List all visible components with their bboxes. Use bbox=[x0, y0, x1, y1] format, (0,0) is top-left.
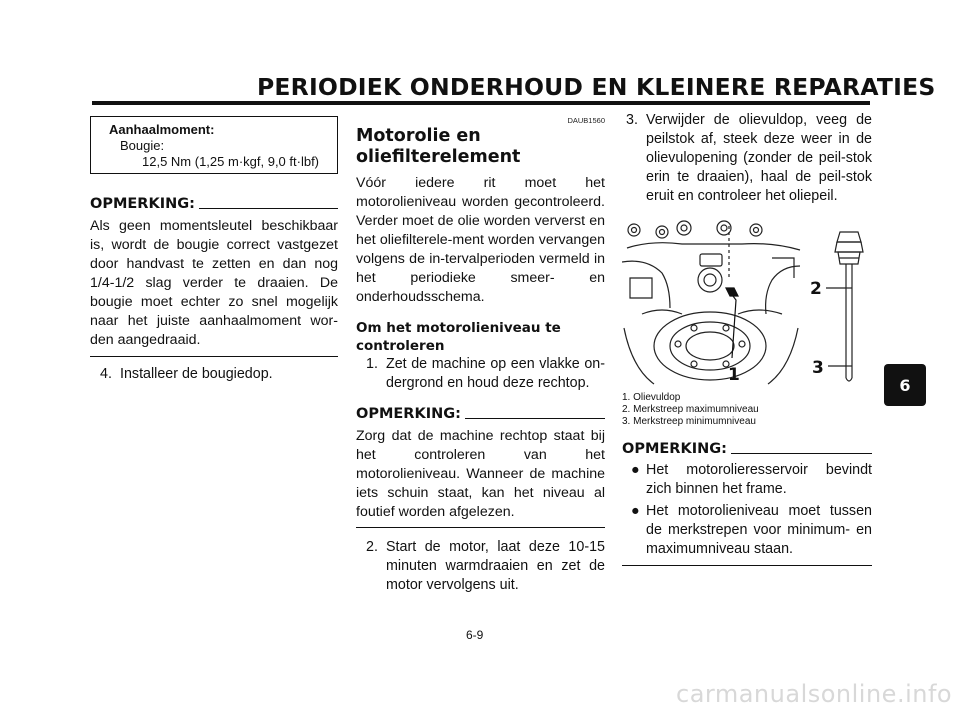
callout-3-label: 3 bbox=[812, 358, 824, 378]
note-label: OPMERKING: bbox=[90, 196, 195, 212]
step-number: 4. bbox=[100, 366, 112, 382]
callout-1-label: 1 bbox=[728, 365, 740, 385]
torque-spec-box bbox=[90, 116, 338, 174]
torque-title: Aanhaalmoment: bbox=[109, 122, 215, 137]
note-end-rule bbox=[622, 565, 872, 566]
chapter-tab: 6 bbox=[884, 364, 926, 406]
step-number: 1. bbox=[366, 356, 378, 372]
note-label: OPMERKING: bbox=[356, 406, 461, 422]
torque-item: Bougie: bbox=[120, 138, 165, 153]
figure-captions bbox=[622, 392, 872, 428]
column-right bbox=[622, 111, 872, 566]
step-number: 3. bbox=[626, 112, 638, 128]
section-title bbox=[356, 126, 605, 168]
torque-value: 12,5 Nm (1,25 m·kgf, 9,0 ft·lbf) bbox=[142, 154, 320, 169]
callout-2-label: 2 bbox=[810, 279, 822, 299]
step-3 bbox=[622, 111, 872, 206]
note-end-rule bbox=[90, 356, 338, 357]
page-number: 6-9 bbox=[466, 628, 484, 642]
step-2 bbox=[356, 538, 605, 595]
bullet-text: Het motorolieniveau moet tussen de merkstrepen voor minimum- en maximumniveau staan. bbox=[646, 503, 872, 557]
caption-2: 2. Merkstreep maximumniveau bbox=[622, 404, 759, 415]
note-bullet-1 bbox=[622, 461, 872, 499]
column-middle bbox=[356, 116, 605, 595]
note-bullet-2 bbox=[622, 502, 872, 559]
column-left bbox=[90, 116, 338, 384]
note-heading bbox=[356, 406, 605, 422]
header-rule bbox=[92, 101, 870, 105]
step-1 bbox=[356, 355, 605, 393]
oil-level-figure bbox=[622, 218, 872, 386]
watermark: carmanualsonline.info bbox=[676, 680, 953, 708]
note-label: OPMERKING: bbox=[622, 441, 727, 457]
engine-illustration bbox=[622, 220, 802, 384]
section-title-line-2: oliefilterelement bbox=[356, 147, 521, 167]
step-text: Installeer de bougiedop. bbox=[120, 366, 273, 382]
caption-3: 3. Merkstreep minimumniveau bbox=[622, 416, 756, 427]
subsection-title-line-1: Om het motorolieniveau te bbox=[356, 320, 561, 336]
step-number: 2. bbox=[366, 539, 378, 555]
note-text: Als geen momentsleutel beschikbaar is, wordt de bougie correct vastgezet door handvast te zetten en dan nog 1/4-1/2 slag verder te draaien. De bougie moet echter zo snel mogelijk naar het juiste aanhaalmoment wor-den aangedraaid. bbox=[90, 218, 338, 348]
step-text: Start de motor, laat deze 10-15 minuten warmdraaien en zet de motor vervolgens uit. bbox=[386, 539, 605, 593]
section-intro: Vóór iedere rit moet het motorolieniveau worden gecontroleerd. Verder moet de olie worden ververst en het oliefilterele-ment worden vervangen volgens de in-tervalperioden vermeld in het periodieke smeer- en onderhoudsschema. bbox=[356, 175, 605, 305]
section-title-line-1: Motorolie en bbox=[356, 126, 481, 146]
note-text: Zorg dat de machine rechtop staat bij het controleren van het motorolieniveau. Wanneer de machine iets schuin staat, kan het niveau al foutief worden afgelezen. bbox=[356, 428, 605, 520]
note-end-rule bbox=[356, 527, 605, 528]
step-4 bbox=[90, 365, 338, 384]
caption-1: 1. Olievuldop bbox=[622, 392, 681, 403]
bullet-dot-icon: ● bbox=[631, 462, 640, 478]
bullet-dot-icon: ● bbox=[631, 503, 640, 519]
note-heading bbox=[90, 196, 338, 212]
subsection-title-line-2: controleren bbox=[356, 338, 445, 354]
section-code: DAUB1560 bbox=[567, 116, 605, 125]
page-header-title: PERIODIEK ONDERHOUD EN KLEINERE REPARATIES bbox=[257, 73, 936, 101]
step-text: Zet de machine op een vlakke on-dergrond en houd deze rechtop. bbox=[386, 356, 605, 391]
step-text: Verwijder de olievuldop, veeg de peilstok af, steek deze weer in de olievulopening (zonder de peil-stok erin te draaien), haal de peil-stok eruit en controleer het oliepeil. bbox=[646, 112, 872, 204]
bullet-text: Het motorolieresservoir bevindt zich binnen het frame. bbox=[646, 462, 872, 497]
subsection-title bbox=[356, 319, 605, 355]
dipstick-illustration bbox=[826, 232, 863, 381]
note-heading bbox=[622, 441, 872, 457]
